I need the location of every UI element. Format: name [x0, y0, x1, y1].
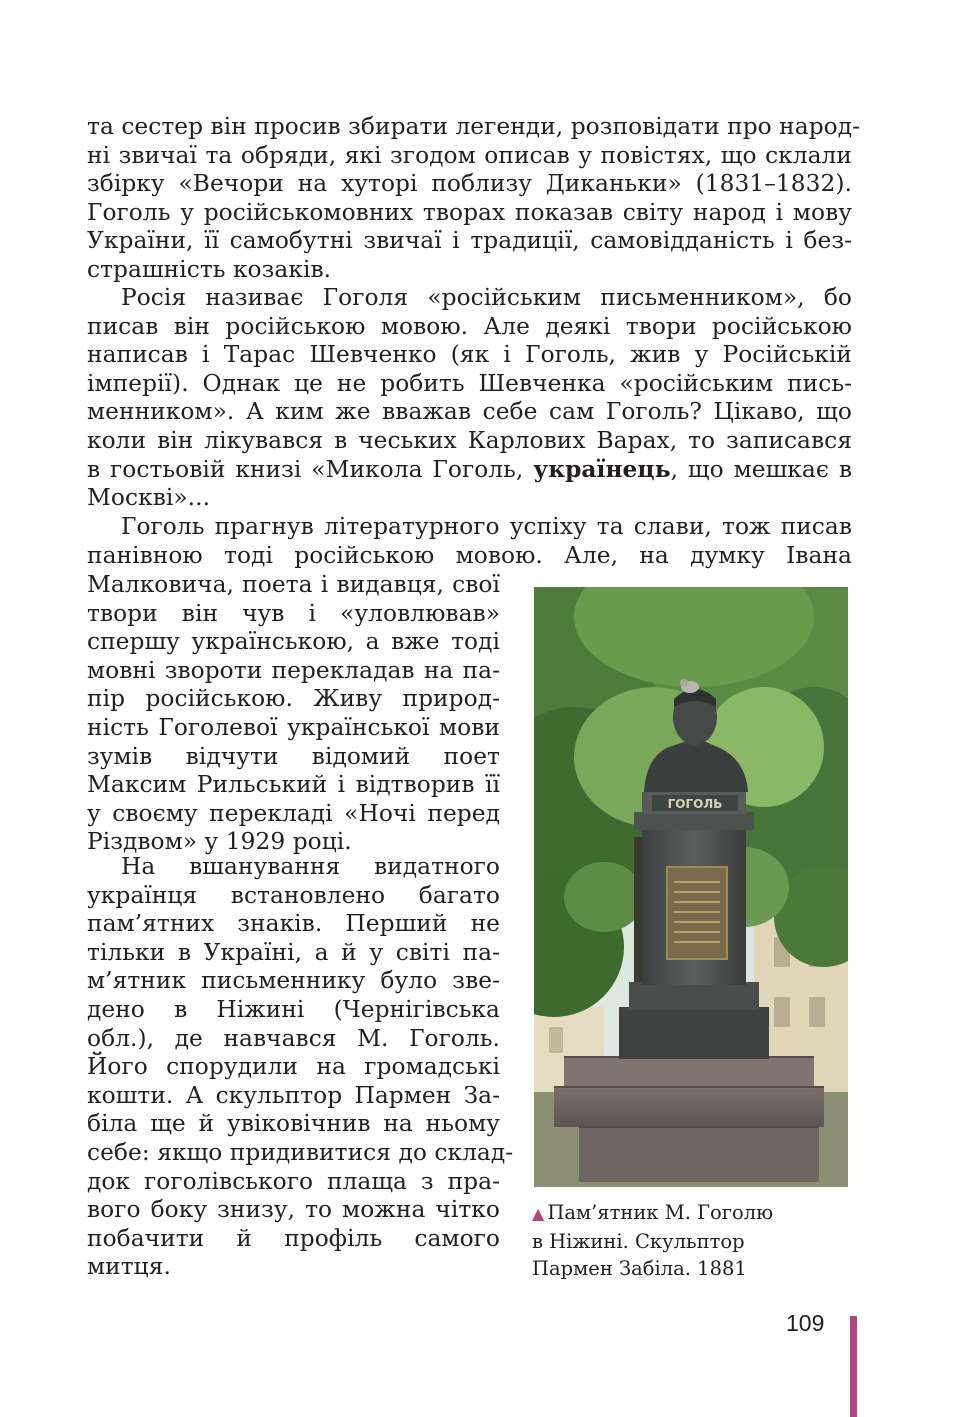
text-line: страшність козаків.	[87, 255, 332, 283]
text-line: Гоголь у російськомовних творах показав світу народ і мову	[87, 198, 852, 226]
text-line: коли він лікувався в чеських Карлових Варах, то записався	[87, 426, 852, 454]
text-line: м’ятник письменнику було зве-	[87, 967, 500, 995]
paragraph-4	[87, 853, 514, 1282]
text-line: України, її самобутні звичаї і традиції, самовідданість і без-	[87, 227, 852, 255]
paragraph-1	[87, 113, 861, 285]
caption-text: Пам’ятник М. Гоголю	[547, 1201, 774, 1224]
text-line-with-bold	[87, 456, 852, 485]
text-line: панівною тоді російською мовою. Але, на думку Івана	[87, 541, 852, 569]
figure-caption	[532, 1199, 832, 1283]
text-line: побачити й профіль самого	[87, 1224, 500, 1252]
text-line: Малковича, поета і видавця, свої	[87, 571, 500, 598]
page-accent-bar	[850, 1316, 857, 1417]
text-line: На вшанування видатного	[121, 853, 500, 880]
paragraph-3-full	[87, 513, 852, 570]
text-segment: в гостьовій книзі «Микола Гоголь,	[87, 455, 524, 483]
monument-photo	[534, 587, 848, 1187]
text-line: Максим Рильський і відтворив її	[87, 771, 500, 799]
text-line: ні звичаї та обряди, які згодом описав у повістях, що склали	[87, 141, 852, 169]
text-line: написав і Тарас Шевченко (як і Гоголь, жив у Російській	[87, 341, 852, 369]
text-line: збірку «Вечори на хуторі поблизу Диканьки» (1831–1832).	[87, 170, 852, 198]
text-segment: , що мешкає в	[670, 455, 852, 483]
text-line: пам’ятних знаків. Перший не	[87, 910, 500, 938]
caption-line	[532, 1199, 832, 1228]
bold-word: українець	[533, 455, 671, 483]
text-line: біла ще й увіковічнив на ньому	[87, 1110, 500, 1138]
text-line: пір російською. Живу природ-	[87, 685, 500, 713]
text-line: кошти. А скульптор Пармен За-	[87, 1081, 500, 1109]
text-line: тільки в Україні, а й у світі па-	[87, 938, 500, 966]
paragraph-2	[87, 284, 852, 513]
caption-line: Пармен Забіла. 1881	[532, 1257, 747, 1280]
text-line: док гоголівського плаща з пра-	[87, 1167, 500, 1195]
text-line: Його спорудили на громадські	[87, 1053, 500, 1081]
text-line: у своєму перекладі «Ночі перед	[87, 799, 500, 827]
text-line: Гоголь прагнув літературного успіху та слави, тож писав	[121, 513, 852, 540]
paragraph-3-column	[87, 571, 500, 857]
caption-line: в Ніжині. Скульптор	[532, 1229, 745, 1253]
text-line: вого боку знизу, то можна чітко	[87, 1196, 500, 1224]
text-line: імперії). Однак це не робить Шевченка «російським пись-	[87, 369, 852, 397]
text-line: Різдвом» у 1929 році.	[87, 828, 352, 856]
text-line: та сестер він просив збирати легенди, розповідати про народ-	[87, 113, 861, 140]
text-line: українця встановлено багато	[87, 881, 500, 909]
text-line: мовні звороти перекладав на па-	[87, 656, 500, 684]
text-line: Москві»...	[87, 484, 211, 512]
text-line: ність Гоголевої української мови	[87, 713, 500, 741]
text-line: Росія називає Гоголя «російським письменником», бо	[121, 284, 852, 311]
text-line: писав він російською мовою. Але деякі твори російською	[87, 312, 852, 340]
plaque-name: ГОГОЛЬ	[667, 797, 723, 811]
text-line: дено в Ніжині (Чернігівська	[87, 995, 500, 1023]
text-line: спершу українською, а вже тоді	[87, 628, 500, 656]
text-line: митця.	[87, 1253, 171, 1281]
text-line: менником». А ким же вважав себе сам Гоголь? Цікаво, що	[87, 398, 852, 426]
text-line: зумів відчути відомий поет	[87, 742, 500, 770]
text-line: твори він чув і «уловлював»	[87, 599, 500, 627]
text-line: обл.), де навчався М. Гоголь.	[87, 1024, 500, 1052]
text-line: себе: якщо придивитися до склад-	[87, 1138, 514, 1166]
triangle-up-icon: ▲	[532, 1204, 545, 1223]
page-number: 109	[786, 1310, 825, 1336]
